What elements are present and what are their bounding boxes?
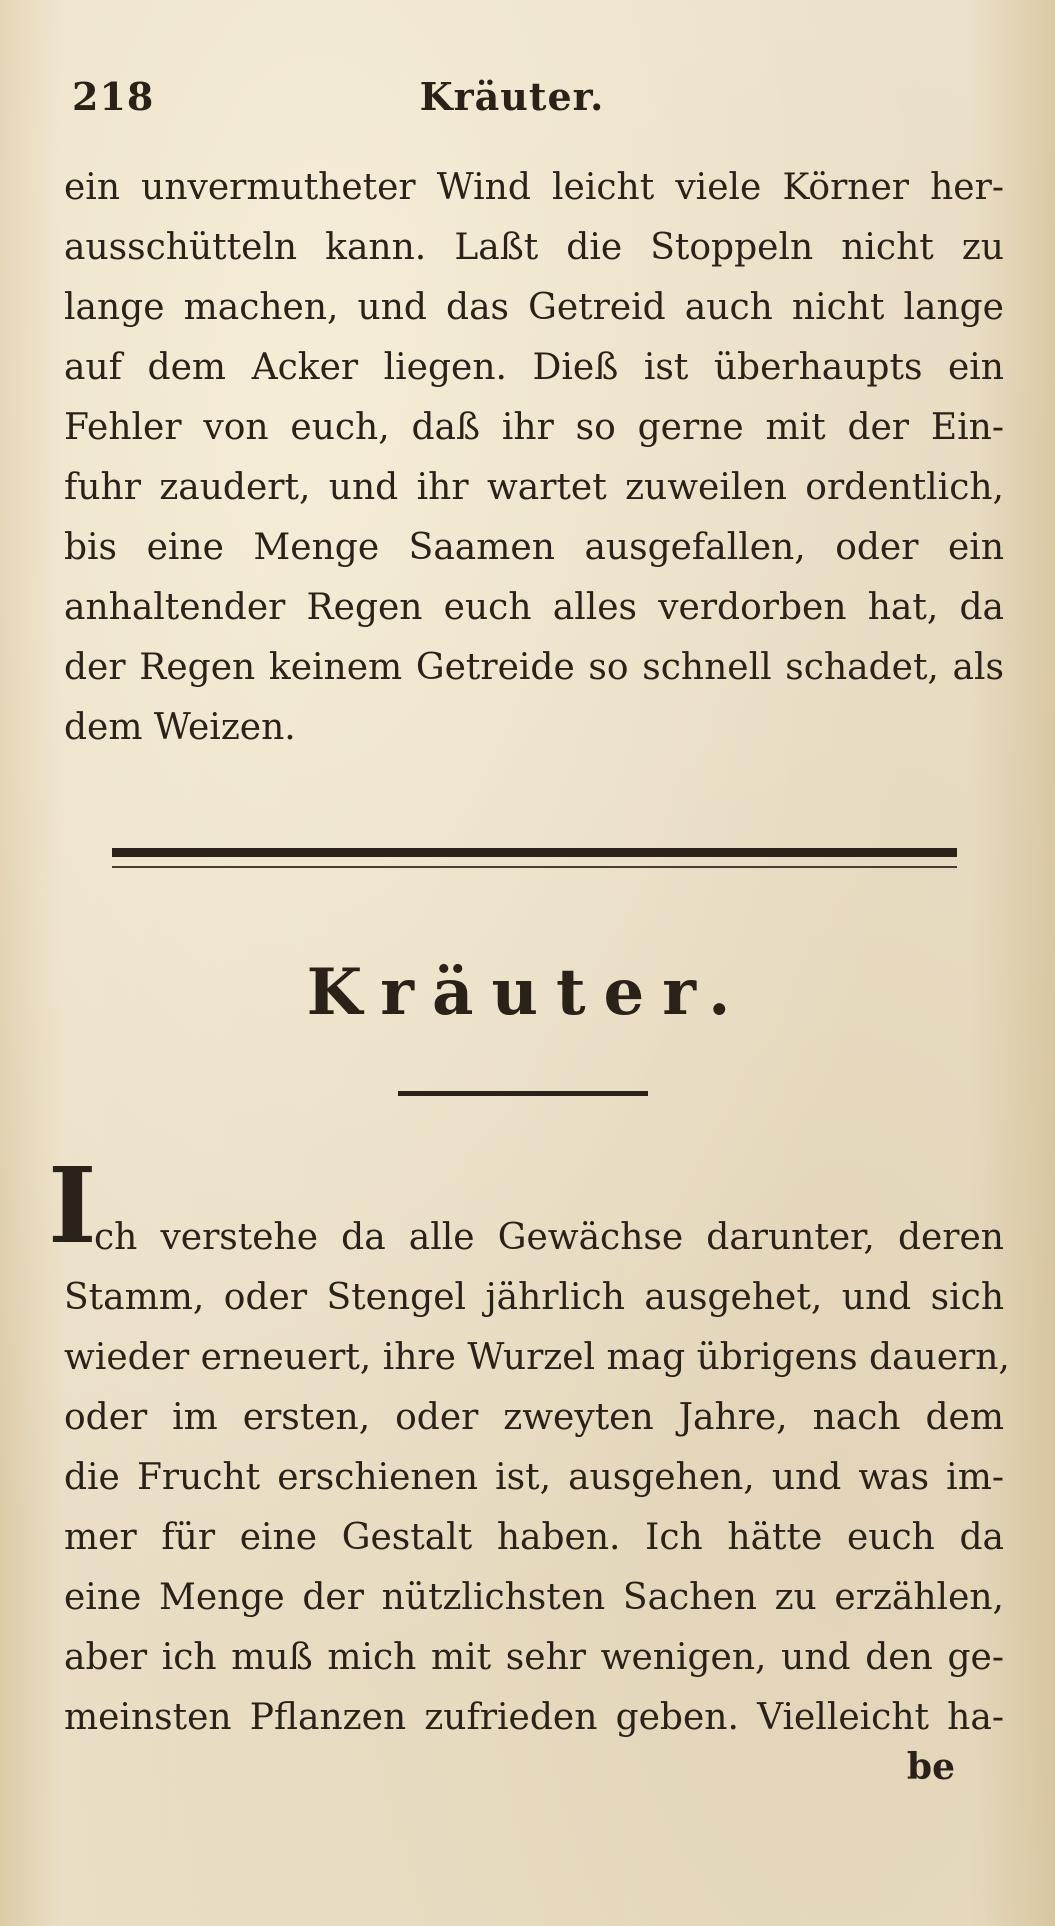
heading-underline-rule bbox=[398, 1091, 648, 1096]
text-line: wieder erneuert, ihre Wurzel mag übrigens dauern, bbox=[64, 1337, 1010, 1378]
text-line: bis eine Menge Saamen ausgefallen, oder ein bbox=[64, 527, 1004, 568]
drop-initial: I bbox=[48, 1144, 97, 1267]
text-line: dem Weizen. bbox=[64, 707, 296, 748]
text-line: Stamm, oder Stengel jährlich ausgehet, und sich bbox=[64, 1277, 1004, 1318]
text-line: auf dem Acker liegen. Dieß ist überhaupts ein bbox=[64, 347, 1004, 388]
page-header bbox=[62, 74, 962, 124]
text-line: eine Menge der nützlichsten Sachen zu erzählen, bbox=[64, 1577, 1004, 1618]
text-line: ein unvermutheter Wind leicht viele Körner her- bbox=[64, 167, 1004, 208]
catchword: be bbox=[906, 1746, 955, 1788]
text-line: fuhr zaudert, und ihr wartet zuweilen ordentlich, bbox=[64, 467, 1004, 508]
section-divider-thick bbox=[112, 848, 957, 857]
text-line: mer für eine Gestalt haben. Ich hätte euch da bbox=[64, 1517, 1004, 1558]
text-line: ausschütteln kann. Laßt die Stoppeln nicht zu bbox=[64, 227, 1004, 268]
text-line: aber ich muß mich mit sehr wenigen, und den ge- bbox=[64, 1637, 1004, 1678]
text-line: lange machen, und das Getreid auch nicht lange bbox=[64, 287, 1004, 328]
text-line: ch verstehe da alle Gewächse darunter, deren bbox=[94, 1217, 1004, 1258]
section-heading: Kräuter. bbox=[306, 955, 749, 1030]
text-line: oder im ersten, oder zweyten Jahre, nach dem bbox=[64, 1397, 1004, 1438]
section-divider-thin bbox=[112, 866, 957, 868]
page-number: 218 bbox=[72, 74, 155, 119]
text-line: Fehler von euch, daß ihr so gerne mit der Ein- bbox=[64, 407, 1004, 448]
paragraph-section bbox=[64, 1208, 1010, 1748]
text-line: meinsten Pflanzen zufrieden geben. Vielleicht ha- bbox=[64, 1697, 1004, 1738]
text-line: anhaltender Regen euch alles verdorben hat, da bbox=[64, 587, 1004, 628]
text-line: der Regen keinem Getreide so schnell schadet, als bbox=[64, 647, 1004, 688]
paragraph-continued bbox=[64, 158, 1004, 758]
running-title: Kräuter. bbox=[419, 74, 605, 119]
text-line: die Frucht erschienen ist, ausgehen, und was im- bbox=[64, 1457, 1004, 1498]
